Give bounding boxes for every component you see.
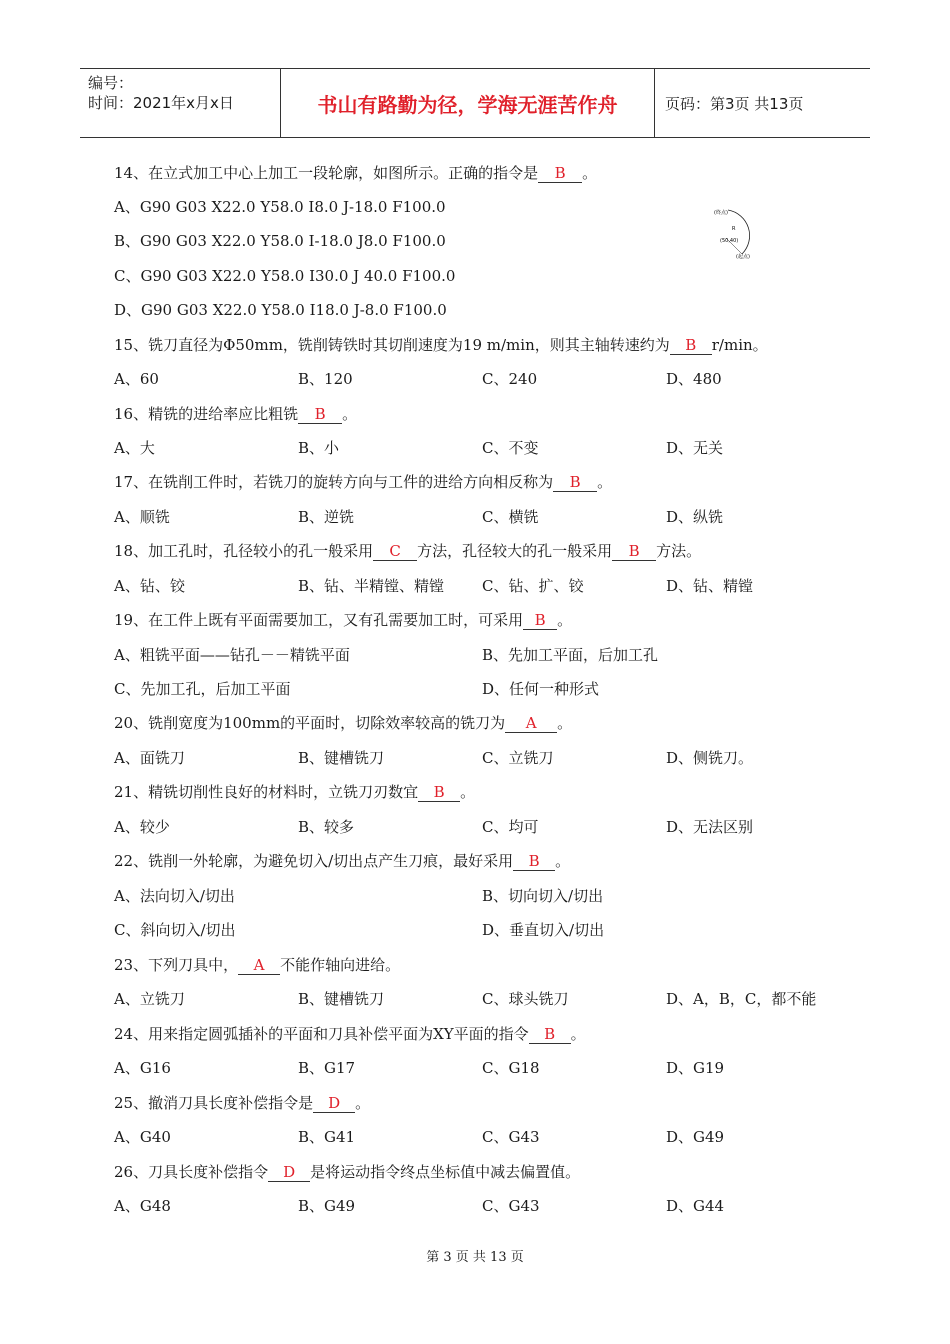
answer-blank: B <box>553 473 597 492</box>
question-stem: 14、在立式加工中心上加工一段轮廓，如图所示。正确的指令是 <box>114 164 539 182</box>
options-21: A、较少 B、较多 C、均可 D、无法区别 <box>114 818 754 836</box>
answer-blank: B <box>670 336 712 355</box>
answer-blank: D <box>313 1094 355 1113</box>
question-16: 16、精铣的进给率应比粗铣 B 。 <box>114 405 358 423</box>
question-20: 20、铣削宽度为100mm的平面时，切除效率较高的铣刀为 A 。 <box>114 714 573 732</box>
options-20: A、面铣刀 B、键槽铣刀 C、立铣刀 D、侧铣刀。 <box>114 749 754 767</box>
label-end: (终点) <box>714 210 728 216</box>
answer-blank: B <box>538 164 582 183</box>
page-footer: 第 3 页 共 13 页 <box>426 1250 524 1265</box>
options-17: A、顺铣 B、逆铣 C、横铣 D、纵铣 <box>114 508 724 526</box>
option-b: B、G90 G03 X22.0 Y58.0 I-18.0 J8.0 F100.0 <box>114 232 446 250</box>
question-22: 22、铣削一外轮廓，为避免切入/切出点产生刀痕，最好采用 B 。 <box>114 852 571 870</box>
options-18: A、钻、铰 B、钻、半精镗、精镗 C、钻、扩、铰 D、钻、精镗 <box>114 577 754 595</box>
option-d: D、G90 G03 X22.0 Y58.0 I18.0 J-8.0 F100.0 <box>114 301 447 319</box>
answer-blank-2: B <box>612 542 656 561</box>
options-26: A、G48 B、G49 C、G43 D、G44 <box>114 1197 725 1215</box>
header-info-cell <box>80 69 281 137</box>
question-18: 18、加工孔时，孔径较小的孔一般采用 C 方法，孔径较大的孔一般采用 B 方法。 <box>114 542 702 560</box>
options-22-row2: C、斜向切入/切出 D、垂直切入/切出 <box>114 921 605 939</box>
question-24: 24、用来指定圆弧插补的平面和刀具补偿平面为XY平面的指令 B 。 <box>114 1025 586 1043</box>
answer-blank: D <box>268 1163 310 1182</box>
answer-blank: B <box>298 405 342 424</box>
arc-path <box>728 210 750 254</box>
option-a: A、G90 G03 X22.0 Y58.0 I8.0 J-18.0 F100.0 <box>114 198 446 216</box>
answer-blank: B <box>418 783 460 802</box>
answer-blank: B <box>529 1025 571 1044</box>
header-motto: 书山有路勤为径，学海无涯苦作舟 <box>281 69 655 137</box>
question-23: 23、下列刀具中， A 不能作轴向进给。 <box>114 956 401 974</box>
question-26: 26、刀具长度补偿指令 D 是将运动指令终点坐标值中减去偏置值。 <box>114 1163 581 1181</box>
question-14: 14、在立式加工中心上加工一段轮廓，如图所示。正确的指令是 B 。 <box>114 164 598 182</box>
date-label: 时间：2021年x月x日 <box>88 94 234 112</box>
question-15: 15、铣刀直径为Φ50mm，铣削铸铁时其切削速度为19 m/min，则其主轴转速约为 B r/min。 <box>114 336 768 354</box>
page-header <box>80 68 870 138</box>
options-15: A、60 B、120 C、240 D、480 <box>114 370 722 388</box>
answer-blank: B <box>523 611 557 630</box>
label-center: (50,40) <box>720 238 739 244</box>
label-start: (起点) <box>736 254 750 260</box>
header-page-label: 页码：第3页 共13页 <box>665 94 804 113</box>
options-25: A、G40 B、G41 C、G43 D、G49 <box>114 1128 725 1146</box>
question-17: 17、在铣削工件时，若铣刀的旋转方向与工件的进给方向相反称为 B 。 <box>114 473 613 491</box>
question-21: 21、精铣切削性良好的材料时，立铣刀刃数宜 B 。 <box>114 783 476 801</box>
options-19-row1: A、粗铣平面——钻孔－－精铣平面 B、先加工平面，后加工孔 <box>114 646 659 664</box>
answer-blank: C <box>373 542 417 561</box>
options-24: A、G16 B、G17 C、G18 D、G19 <box>114 1059 725 1077</box>
options-22-row1: A、法向切入/切出 B、切向切入/切出 <box>114 887 604 905</box>
question-25: 25、撤消刀具长度补偿指令是 D 。 <box>114 1094 371 1112</box>
option-c: C、G90 G03 X22.0 Y58.0 I30.0 J 40.0 F100.0 <box>114 267 456 285</box>
answer-blank: A <box>238 956 280 975</box>
options-23: A、立铣刀 B、键槽铣刀 C、球头铣刀 D、A，B，C，都不能 <box>114 990 817 1008</box>
label-r: R <box>732 226 736 232</box>
arc-contour-figure <box>706 198 768 260</box>
answer-blank: A <box>505 714 557 733</box>
options-16: A、大 B、小 C、不变 D、无关 <box>114 439 724 457</box>
number-label: 编号： <box>88 74 134 92</box>
question-19: 19、在工件上既有平面需要加工，又有孔需要加工时，可采用 B 。 <box>114 611 573 629</box>
answer-blank: B <box>513 852 555 871</box>
options-19-row2: C、先加工孔，后加工平面 D、任何一种形式 <box>114 680 600 698</box>
